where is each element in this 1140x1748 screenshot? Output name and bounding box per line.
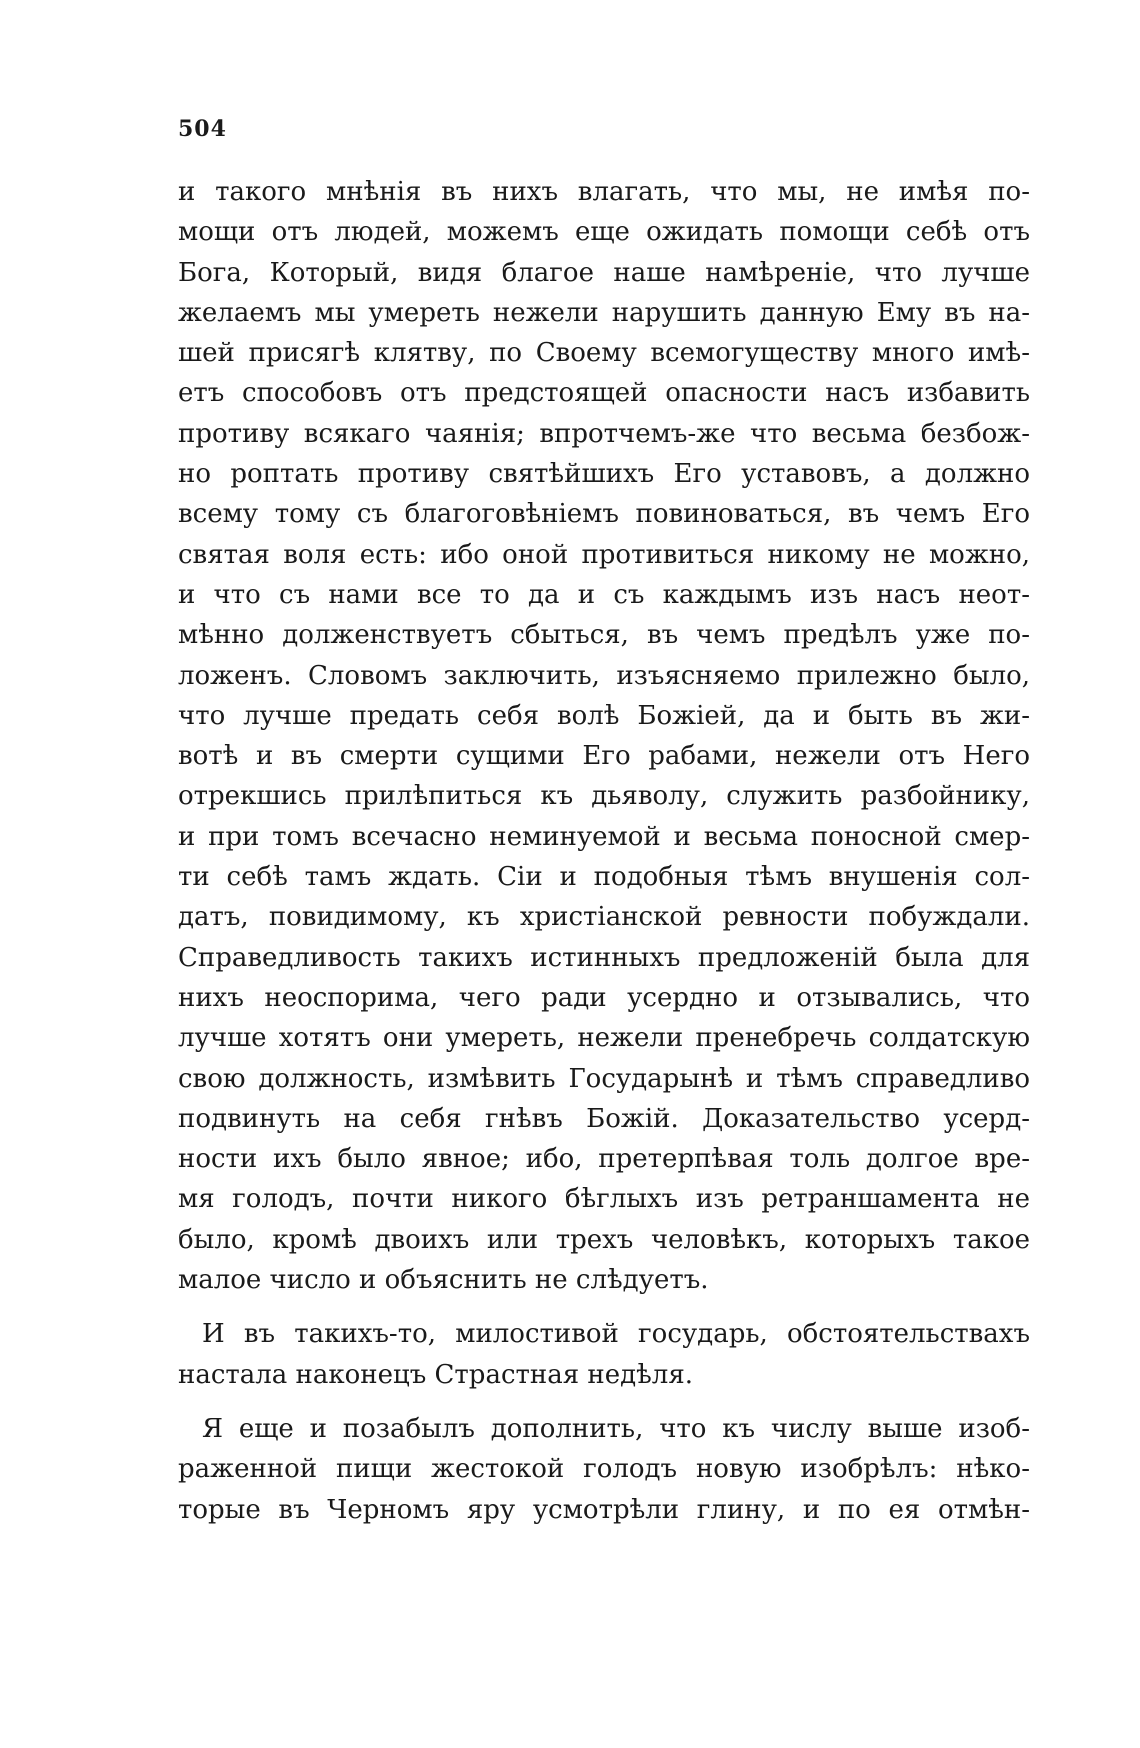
page-number: 504 bbox=[178, 116, 227, 142]
text-line: подвинуть на себя гнѣвъ Божій. Доказательство усерд- bbox=[178, 1103, 1030, 1134]
text-line: ложенъ. Словомъ заключить, изъясняемо прилежно было, bbox=[178, 660, 1030, 691]
text-line: мѣнно долженствуетъ сбыться, въ чемъ предѣлъ уже по- bbox=[178, 620, 1030, 651]
text-line: шей присягѣ клятву, по Своему всемогуществу много имѣ- bbox=[178, 338, 1030, 369]
text-line: раженной пищи жестокой голодъ новую изобрѣлъ: нѣко- bbox=[178, 1454, 1030, 1485]
text-line: мя голодъ, почти никого бѣглыхъ изъ ретраншамента не bbox=[178, 1184, 1030, 1215]
text-line: вотѣ и въ смерти сущими Его рабами, нежели отъ Него bbox=[178, 741, 1030, 772]
text-line: датъ, повидимому, къ христіанской ревности побуждали. bbox=[178, 902, 1030, 933]
text-line: противу всякаго чаянія; впротчемъ-же что весьма безбож- bbox=[178, 418, 1030, 449]
text-line: и при томъ всечасно неминуемой и весьма поносной смер- bbox=[178, 821, 1030, 852]
text-line: настала наконецъ Страстная недѣля. bbox=[178, 1359, 693, 1390]
text-line: И въ такихъ-то, милостивой государь, обстоятельствахъ bbox=[202, 1319, 1030, 1350]
text-line: ности ихъ было явное; ибо, претерпѣвая толь долгое вре- bbox=[178, 1144, 1030, 1175]
paragraph bbox=[178, 172, 1030, 1300]
text-line: но роптать противу святѣйшихъ Его уставовъ, а должно bbox=[178, 459, 1030, 490]
text-line: ти себѣ тамъ ждать. Сіи и подобныя тѣмъ внушенія сол- bbox=[178, 862, 1030, 893]
paragraph bbox=[178, 1314, 1030, 1395]
text-line: нихъ неоспорима, чего ради усердно и отзывались, что bbox=[178, 982, 1030, 1013]
text-line: торые въ Черномъ яру усмотрѣли глину, и по ея отмѣн- bbox=[178, 1494, 1030, 1525]
text-line: Бога, Который, видя благое наше намѣреніе, что лучше bbox=[178, 257, 1030, 288]
body-text bbox=[178, 172, 1030, 1530]
paragraph-gap bbox=[178, 1395, 1030, 1409]
text-line: святая воля есть: ибо оной противиться никому не можно, bbox=[178, 539, 1030, 570]
text-line: мощи отъ людей, можемъ еще ожидать помощи себѣ отъ bbox=[178, 217, 1030, 248]
text-line: всему тому съ благоговѣніемъ повиноваться, въ чемъ Его bbox=[178, 499, 1030, 530]
text-line: Справедливость такихъ истинныхъ предложеній была для bbox=[178, 942, 1030, 973]
text-line: свою должность, измѣвить Государынѣ и тѣмъ справедливо bbox=[178, 1063, 1030, 1094]
text-line: и такого мнѣнія въ нихъ влагать, что мы, не имѣя по- bbox=[178, 177, 1030, 207]
text-line: и что съ нами все то да и съ каждымъ изъ насъ неот- bbox=[178, 579, 1030, 610]
text-line: Я еще и позабылъ дополнить, что къ числу выше изоб- bbox=[202, 1413, 1030, 1444]
text-line: отрекшись прилѣпиться къ дьяволу, служить разбойнику, bbox=[178, 781, 1030, 812]
paragraph bbox=[178, 1409, 1030, 1530]
text-line: малое число и объяснить не слѣдуетъ. bbox=[178, 1265, 709, 1296]
paragraph-gap bbox=[178, 1300, 1030, 1314]
text-line: что лучше предать себя волѣ Божіей, да и быть въ жи- bbox=[178, 700, 1030, 731]
text-line: етъ способовъ отъ предстоящей опасности насъ избавить bbox=[178, 378, 1030, 409]
text-line: желаемъ мы умереть нежели нарушить данную Ему въ на- bbox=[178, 297, 1030, 328]
text-line: было, кромѣ двоихъ или трехъ человѣкъ, которыхъ такое bbox=[178, 1224, 1030, 1255]
text-line: лучше хотятъ они умереть, нежели пренебречь солдатскую bbox=[178, 1023, 1030, 1054]
